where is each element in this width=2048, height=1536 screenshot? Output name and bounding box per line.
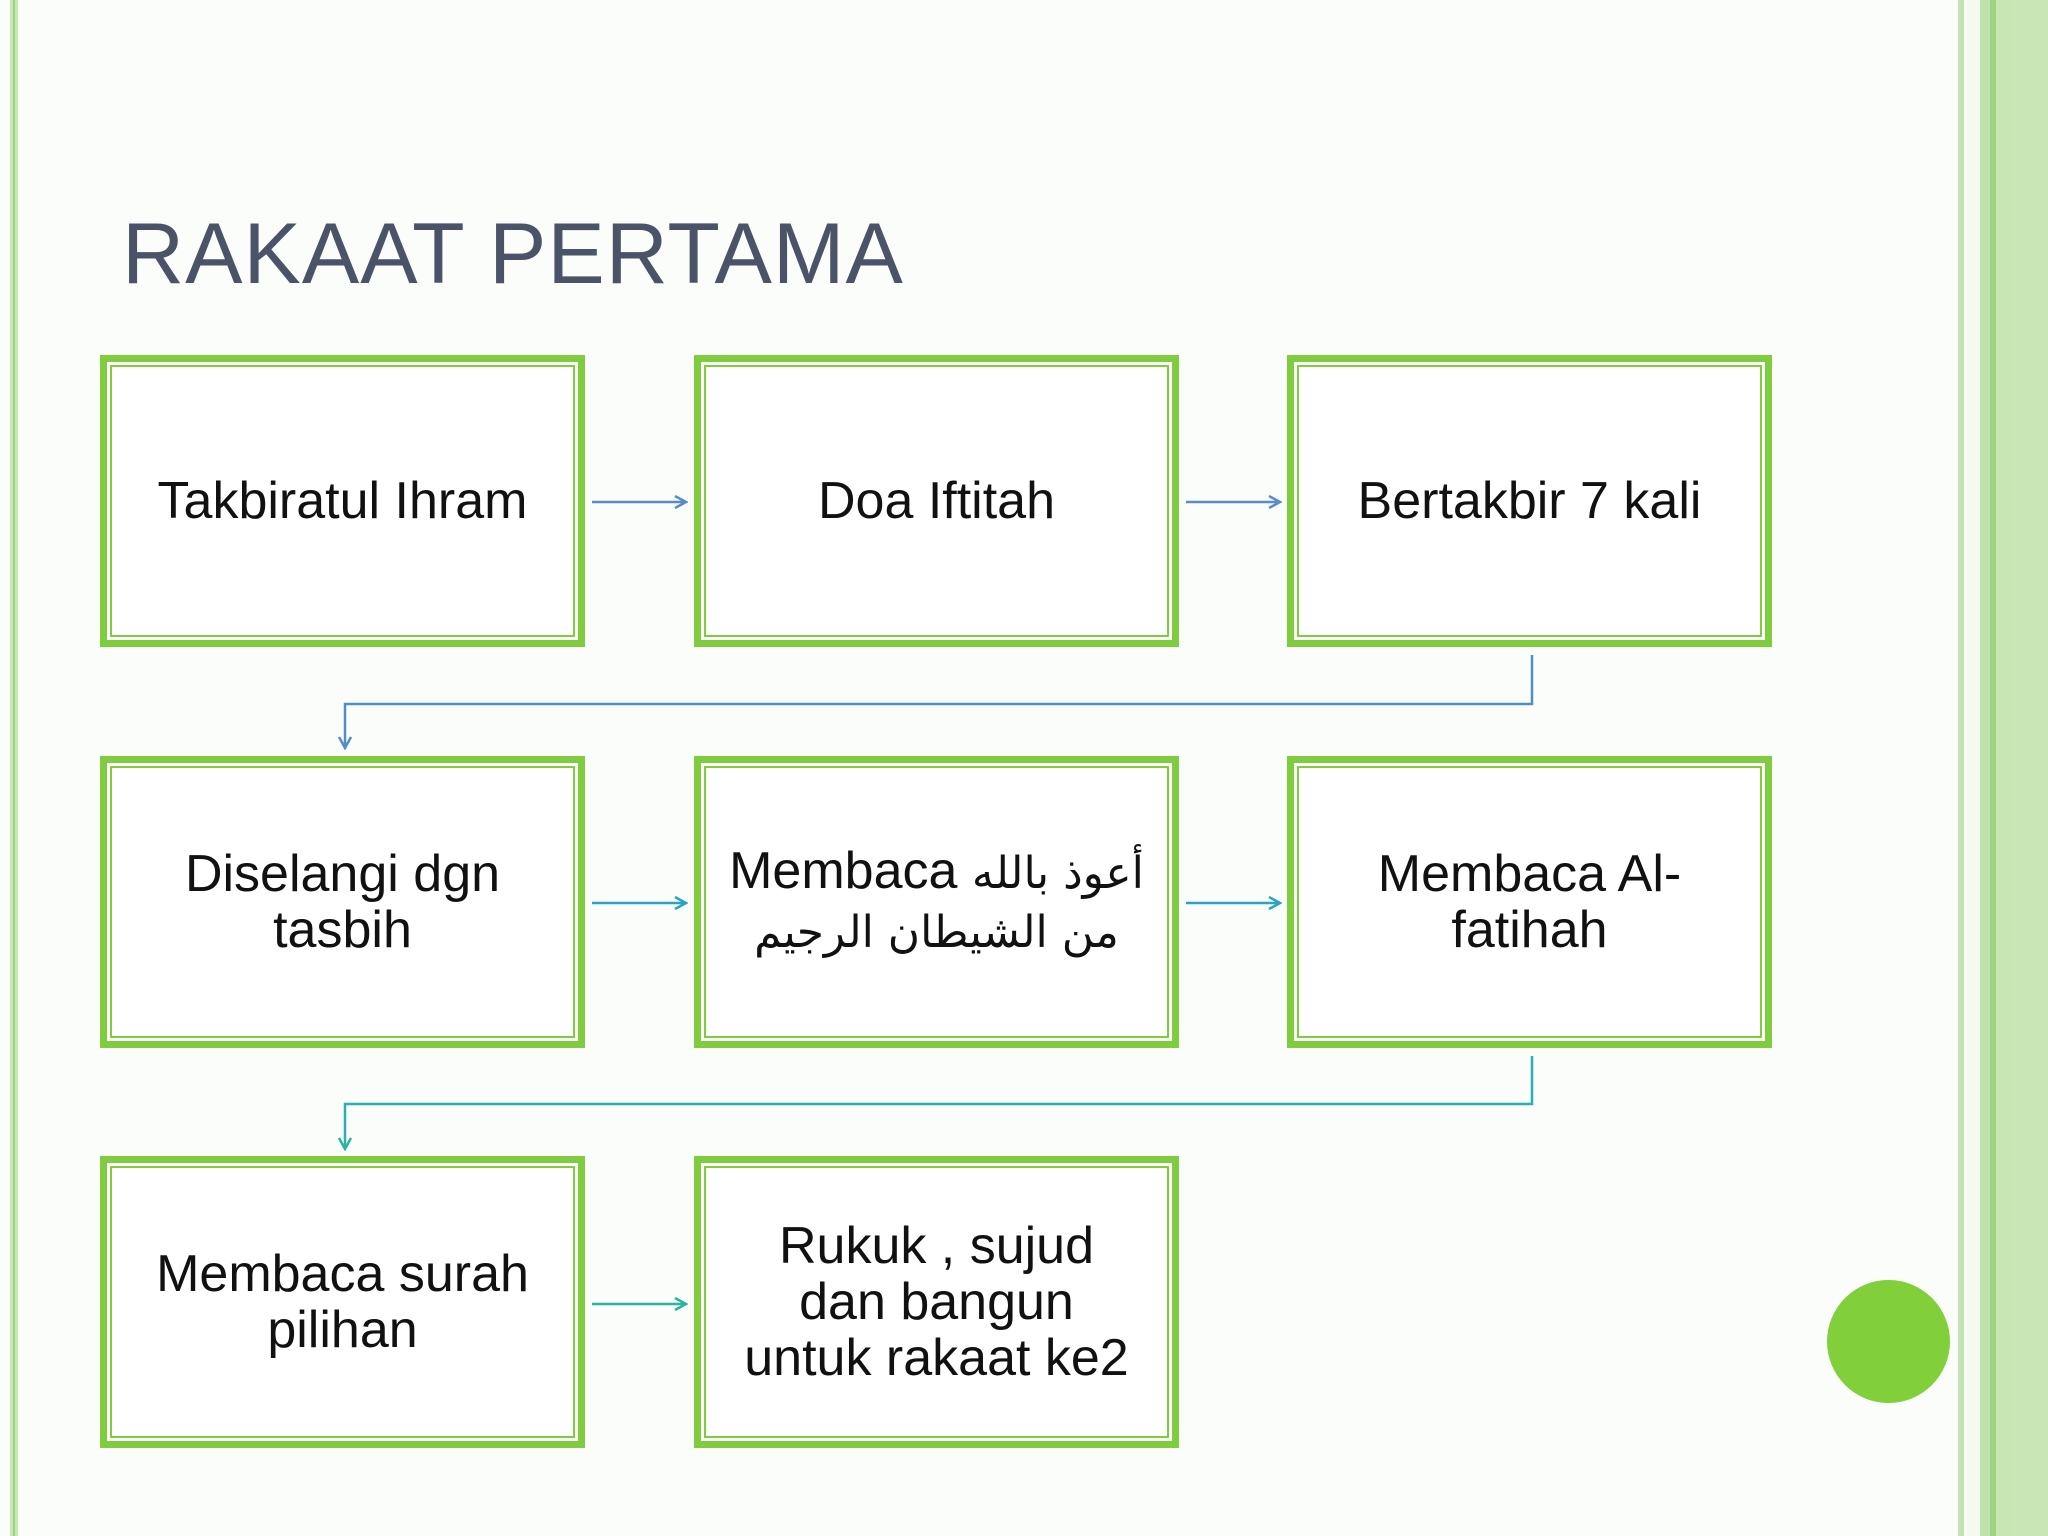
flow-box-membaca-taawuz: [694, 756, 1179, 1048]
arrow-box6-to-box7: [345, 1056, 1532, 1149]
flow-box-membaca-alfatihah: [1287, 756, 1772, 1048]
flow-box-label: Membaca Al-fatihah: [1377, 845, 1682, 959]
flow-box-label: Takbiratul Ihram: [157, 472, 528, 530]
flow-box-bertakbir: [1287, 355, 1772, 647]
slide-title: RAKAAT PERTAMA: [122, 206, 904, 302]
flow-box-membaca-surah: [100, 1156, 585, 1448]
flow-box-label: Membaca surah pilihan: [156, 1245, 529, 1359]
flow-box-label: Bertakbir 7 kali: [1357, 472, 1702, 530]
flow-box-label-arabic: أعوذ بالله من الشيطان الرجيم: [754, 848, 1144, 958]
arrow-box3-to-box4: [345, 655, 1532, 748]
flow-box-label: [706, 843, 1167, 961]
flow-box-label-latin: Membaca: [729, 842, 958, 900]
flow-box-takbiratul-ihram: [100, 355, 585, 647]
flow-box-label: Doa Iftitah: [817, 472, 1056, 530]
flow-box-doa-iftitah: [694, 355, 1179, 647]
flow-box-label: Rukuk , sujud dan bangun untuk rakaat ke2: [744, 1217, 1129, 1387]
flow-box-diselangi-tasbih: [100, 756, 585, 1048]
flow-box-label: Diselangi dgn tasbih: [184, 845, 501, 959]
decorative-green-circle: [1827, 1280, 1950, 1403]
flow-box-rukuk-sujud: [694, 1156, 1179, 1448]
